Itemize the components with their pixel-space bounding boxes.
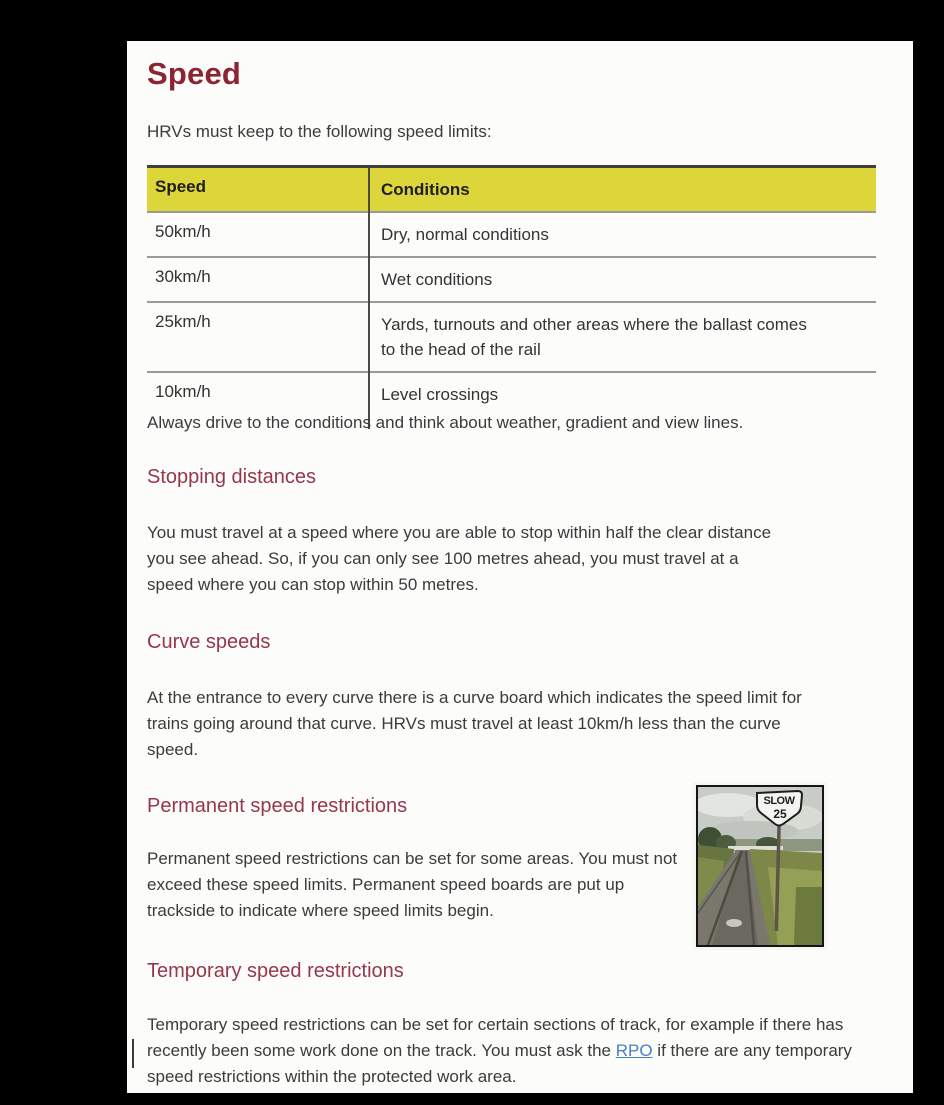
section-heading-curve-speeds: Curve speeds [147,631,271,653]
cell-conditions: Yards, turnouts and other areas where the ballast comes to the head of the rail [381,315,807,359]
intro-text: HRVs must keep to the following speed limits: [147,122,492,141]
temporary-speed-text-before: Temporary speed restrictions can be set for certain sections of track, for example if there has recently been some work done on the track. You must ask the [147,1015,844,1060]
cell-conditions: Wet conditions [381,270,493,289]
sign-text-slow: SLOW [763,795,795,807]
rpo-link[interactable]: RPO [615,1041,653,1060]
cell-speed: 50km/h [155,222,211,241]
cell-speed: 10km/h [155,382,211,401]
cell-conditions: Level crossings [381,385,499,404]
temporary-speed-text-after: if there are any temporary speed restrictions within the protected work area. [147,1041,852,1086]
table-header-row [147,168,876,213]
revision-change-bar [132,1039,134,1068]
column-header-speed: Speed [155,177,207,196]
page-title: Speed [147,56,242,91]
permanent-speed-paragraph: Permanent speed restrictions can be set for some areas. You must not exceed these speed limits. Permanent speed boards are put up trackside to indicate where speed limits begin. [147,849,678,920]
section-heading-temporary-speed-restrictions: Temporary speed restrictions [147,960,404,982]
cell-conditions: Dry, normal conditions [381,225,549,244]
table-row [147,303,876,373]
curve-speeds-paragraph: At the entrance to every curve there is a curve board which indicates the speed limit for trains going around that curve. HRVs must travel at least 10km/h less than the curve speed. [147,688,802,759]
sign-text-25: 25 [773,807,787,821]
section-heading-stopping-distances: Stopping distances [147,466,317,488]
slow-25-speed-board-photo [696,785,824,947]
table-row [147,258,876,303]
column-header-conditions: Conditions [381,180,470,199]
cell-speed: 25km/h [155,312,211,331]
speed-limits-table [147,165,876,416]
table-row [147,213,876,258]
stopping-distances-paragraph: You must travel at a speed where you are able to stop within half the clear distance you see ahead. So, if you can only see 100 metres ahead, you must travel at a speed where you can stop within 50 metres. [147,523,772,594]
column-divider [368,168,370,429]
temporary-speed-paragraph [147,1012,859,1090]
section-heading-permanent-speed-restrictions: Permanent speed restrictions [147,795,408,817]
conditions-note: Always drive to the conditions and think about weather, gradient and view lines. [147,413,744,432]
track-photo-graphic [698,787,822,945]
document-page [127,41,913,1093]
cell-speed: 30km/h [155,267,211,286]
